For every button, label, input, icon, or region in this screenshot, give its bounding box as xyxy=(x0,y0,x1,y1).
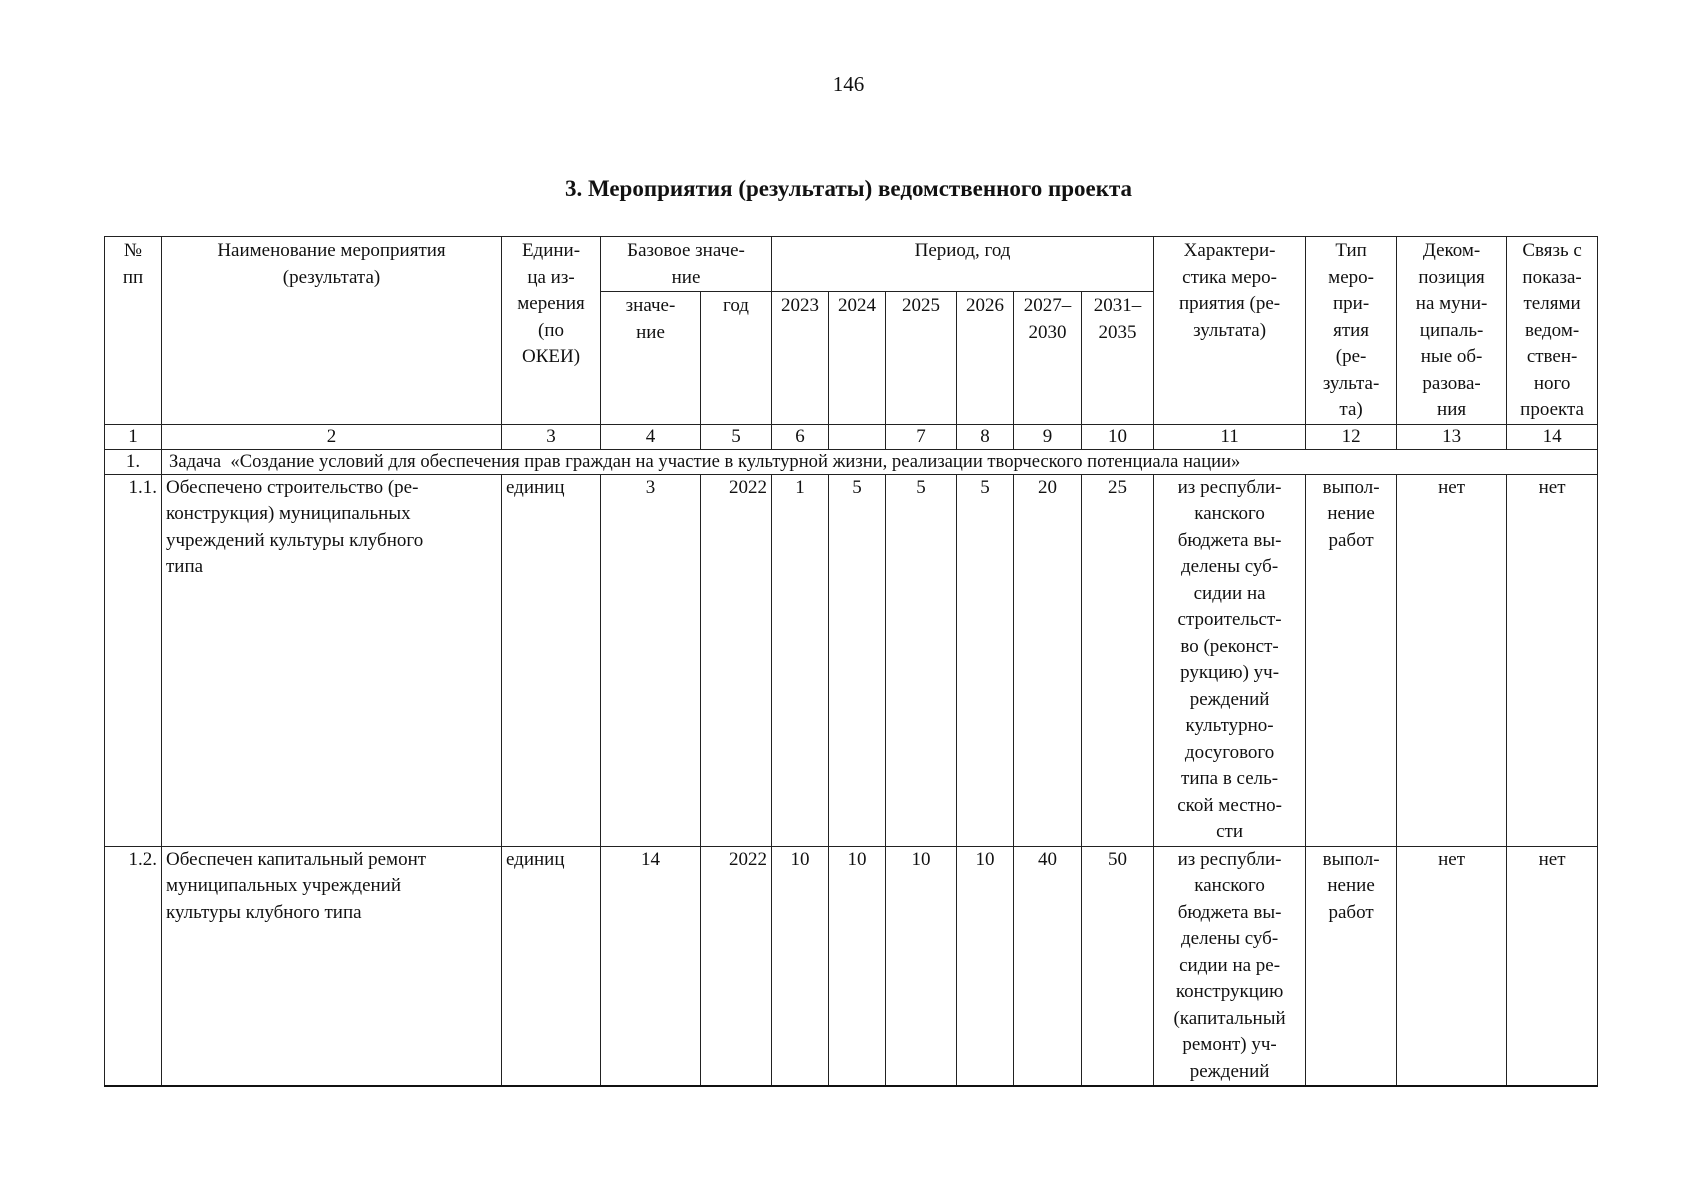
column-number: 9 xyxy=(1014,424,1082,449)
column-number: 5 xyxy=(701,424,772,449)
row-2026: 10 xyxy=(957,846,1014,1086)
row-number: 1.2. xyxy=(105,846,162,1086)
row-2027-2030: 20 xyxy=(1014,474,1082,846)
column-number xyxy=(829,424,886,449)
column-number: 12 xyxy=(1306,424,1397,449)
row-name: Обеспечен капитальный ремонт муниципальных учреждений культуры клубного типа xyxy=(162,846,502,1086)
section-title: 3. Мероприятия (результаты) ведомственного проекта xyxy=(564,176,1133,201)
row-base-value: 3 xyxy=(601,474,701,846)
row-decomposition: нет xyxy=(1397,846,1507,1086)
row-2031-2035: 25 xyxy=(1082,474,1154,846)
page-number: 146 xyxy=(832,72,865,96)
row-characteristic: из республи- канского бюджета вы- делены суб- сидии на ре- конструкцию (капитальный ремонт) уч- реждений xyxy=(1154,846,1306,1086)
column-number: 11 xyxy=(1154,424,1306,449)
header-year-2026: 2026 xyxy=(957,292,1014,425)
row-2027-2030: 40 xyxy=(1014,846,1082,1086)
row-decomposition: нет xyxy=(1397,474,1507,846)
header-year-2023: 2023 xyxy=(772,292,829,425)
row-2025: 10 xyxy=(886,846,957,1086)
column-number: 1 xyxy=(105,424,162,449)
column-number: 2 xyxy=(162,424,502,449)
row-unit: единиц xyxy=(502,846,601,1086)
column-number: 6 xyxy=(772,424,829,449)
column-number: 3 xyxy=(502,424,601,449)
measures-table xyxy=(104,236,1598,1087)
row-2023: 10 xyxy=(772,846,829,1086)
table-row xyxy=(105,846,1598,1086)
row-unit: единиц xyxy=(502,474,601,846)
row-2023: 1 xyxy=(772,474,829,846)
row-type: выпол- нение работ xyxy=(1306,846,1397,1086)
row-type: выпол- нение работ xyxy=(1306,474,1397,846)
header-unit: Едини- ца из- мерения (по ОКЕИ) xyxy=(502,237,601,425)
column-number: 10 xyxy=(1082,424,1154,449)
row-2025: 5 xyxy=(886,474,957,846)
row-name: Обеспечено строительство (ре- конструкция) муниципальных учреждений культуры клубного типа xyxy=(162,474,502,846)
header-base-year: год xyxy=(701,292,772,425)
column-number: 14 xyxy=(1507,424,1598,449)
row-base-value: 14 xyxy=(601,846,701,1086)
header-name: Наименование мероприятия (результата) xyxy=(162,237,502,425)
column-number-row xyxy=(105,424,1598,449)
column-number: 4 xyxy=(601,424,701,449)
row-2026: 5 xyxy=(957,474,1014,846)
header-period: Период, год xyxy=(772,237,1154,292)
header-link: Связь с показа- телями ведом- ствен- ного проекта xyxy=(1507,237,1598,425)
task-text: Задача «Создание условий для обеспечения прав граждан на участие в культурной жизни, реализации творческого потенциала нации» xyxy=(162,449,1598,474)
row-number: 1.1. xyxy=(105,474,162,846)
header-num: № пп xyxy=(105,237,162,425)
header-decomposition: Деком- позиция на муни- ципаль- ные об- разова- ния xyxy=(1397,237,1507,425)
header-year-2027-2030: 2027– 2030 xyxy=(1014,292,1082,425)
header-year-2024: 2024 xyxy=(829,292,886,425)
row-2031-2035: 50 xyxy=(1082,846,1154,1086)
table-row xyxy=(105,474,1598,846)
task-number: 1. xyxy=(105,449,162,474)
column-number: 8 xyxy=(957,424,1014,449)
column-number: 7 xyxy=(886,424,957,449)
row-base-year: 2022 xyxy=(701,474,772,846)
header-base: Базовое значе- ние xyxy=(601,237,772,292)
header-base-value: значе- ние xyxy=(601,292,701,425)
task-row xyxy=(105,449,1598,474)
header-year-2031-2035: 2031– 2035 xyxy=(1082,292,1154,425)
row-link: нет xyxy=(1507,846,1598,1086)
header-characteristic: Характери- стика меро- приятия (ре- зультата) xyxy=(1154,237,1306,425)
row-base-year: 2022 xyxy=(701,846,772,1086)
row-2024: 5 xyxy=(829,474,886,846)
row-link: нет xyxy=(1507,474,1598,846)
row-characteristic: из республи- канского бюджета вы- делены суб- сидии на строительст- во (реконст- рукцию) уч- реждений культурно- досугового типа в сель- ской местно- сти xyxy=(1154,474,1306,846)
column-number: 13 xyxy=(1397,424,1507,449)
header-type: Тип меро- при- ятия (ре- зульта- та) xyxy=(1306,237,1397,425)
row-2024: 10 xyxy=(829,846,886,1086)
header-row-1 xyxy=(105,237,1598,292)
header-year-2025: 2025 xyxy=(886,292,957,425)
